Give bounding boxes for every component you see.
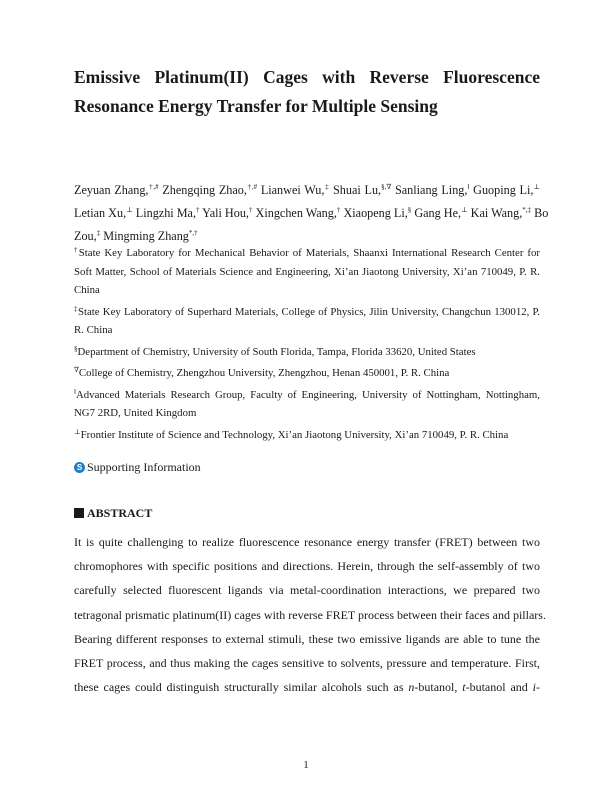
author-affiliation-mark: §,∇	[381, 183, 392, 191]
author	[414, 206, 467, 220]
author-affiliation-mark: *,†	[188, 229, 198, 237]
author-line-2	[74, 202, 549, 225]
affiliation	[74, 364, 540, 383]
affiliation-text: NG7 2RD, United Kingdom	[74, 407, 197, 419]
author	[74, 183, 159, 197]
title-line-2: Resonance Energy Transfer for Multiple Sensing	[74, 96, 438, 116]
author-name: Xiaopeng Li,	[343, 206, 408, 220]
author	[473, 183, 540, 197]
affiliation-line	[74, 263, 540, 282]
square-bullet-icon	[74, 508, 84, 518]
affiliation-line	[74, 404, 540, 423]
author-name: Zou,	[74, 229, 97, 243]
author-name: Lingzhi Ma,	[135, 206, 197, 220]
abstract-line: carefully selected fluorescent ligands via metal-coordination interactions, we prepared two	[74, 583, 540, 598]
author-affiliation-mark: *,‡	[522, 206, 532, 214]
abstract-line: chromophores with specific positions and directions. Herein, through the self-assembly of two	[74, 559, 540, 574]
author	[395, 183, 469, 197]
author	[343, 206, 411, 220]
author-affiliation-mark: ⊥	[461, 206, 468, 214]
affiliation-mark: ⊥	[74, 427, 81, 436]
author	[136, 206, 200, 220]
author-name: Gang He,	[414, 206, 462, 220]
author-name: Lianwei Wu,	[260, 183, 325, 197]
affiliation-line	[74, 426, 540, 445]
affiliation-line	[74, 364, 540, 383]
affiliation-list	[74, 244, 540, 447]
author-affiliation-mark: †	[196, 206, 200, 214]
author	[103, 229, 197, 243]
abstract-body	[74, 530, 546, 699]
affiliation-line	[74, 281, 540, 300]
affiliation	[74, 426, 540, 445]
author	[471, 206, 531, 220]
author-name: Yali Hou,	[202, 206, 249, 220]
affiliation-line	[74, 321, 540, 340]
affiliation-text: China	[74, 284, 100, 296]
affiliation-text: Advanced Materials Research Group, Faculty of Engineering, University of Nottingham, Nottingham,	[75, 388, 540, 401]
author-affiliation-mark: †	[336, 206, 341, 214]
affiliation-text: Frontier Institute of Science and Technology, Xi’an Jiaotong University, Xi’an 710049, P. R. China	[80, 428, 509, 441]
affiliation-text: State Key Laboratory for Mechanical Behavior of Materials, Shaanxi International Research Center for	[78, 247, 540, 259]
author-name: Bo	[534, 206, 549, 220]
author	[74, 206, 133, 220]
author-name: Zeyuan Zhang,	[74, 183, 149, 197]
title-line-1: Emissive Platinum(II) Cages with Reverse Fluorescence	[74, 67, 540, 87]
author-name: Kai Wang,	[470, 206, 523, 220]
author-line-1	[74, 179, 540, 202]
author-name: Shuai Lu,	[333, 183, 382, 197]
author	[74, 229, 100, 243]
author	[256, 206, 341, 220]
abstract-line: It is quite challenging to realize fluorescence resonance energy transfer (FRET) between two	[74, 535, 540, 549]
author-name: Sanliang Ling,	[394, 183, 468, 197]
author-affiliation-mark: ‖	[467, 183, 470, 191]
author-affiliation-mark: †,#	[148, 183, 159, 191]
affiliation-mark: ‡	[74, 304, 78, 313]
author-name: Zhengqing Zhao,	[162, 183, 247, 197]
author-affiliation-mark: †,#	[246, 183, 258, 191]
affiliation-text: Soft Matter, School of Materials Science and Engineering, Xi’an Jiaotong University, Xi’an 710049, P. R.	[74, 265, 540, 278]
abstract-heading	[74, 506, 152, 521]
affiliation-mark: ‖	[74, 387, 76, 396]
affiliation	[74, 386, 540, 423]
affiliation-line	[74, 303, 540, 322]
affiliation-text: College of Chemistry, Zhengzhou University, Zhengzhou, Henan 450001, P. R. China	[78, 367, 450, 379]
supporting-info-icon: S	[74, 462, 85, 473]
supporting-info-label: Supporting Information	[87, 460, 201, 474]
author-name: Mingming Zhang	[103, 229, 189, 243]
author-list	[74, 179, 549, 248]
author-name: Xingchen Wang,	[255, 206, 337, 220]
affiliation	[74, 244, 540, 300]
affiliation-text: State Key Laboratory of Superhard Materials, College of Physics, Jilin University, Changchun 130012, P.	[78, 305, 541, 318]
author-name: Letian Xu,	[74, 206, 127, 220]
affiliation-line	[74, 244, 540, 263]
affiliation	[74, 303, 540, 340]
affiliation-text: Department of Chemistry, University of South Florida, Tampa, Florida 33620, United States	[77, 345, 476, 358]
author	[202, 206, 252, 220]
author	[162, 183, 257, 197]
affiliation-mark: §	[74, 344, 78, 353]
abstract-line: these cages could distinguish structurally similar alcohols such as n-butanol, t-butanol and i-	[74, 680, 540, 695]
author-affiliation-mark: ‡	[96, 229, 101, 237]
author-affiliation-mark: §	[407, 206, 412, 214]
abstract-line: tetragonal prismatic platinum(II) cages with reverse FRET process between their faces and pillars.	[74, 607, 546, 622]
affiliation-mark: ∇	[74, 366, 79, 374]
page-number: 1	[303, 759, 309, 771]
abstract-heading-text: ABSTRACT	[87, 506, 153, 520]
author-affiliation-mark: †	[248, 206, 253, 214]
abstract-line: FRET process, and thus making the cages sensitive to solvents, pressure and temperature. First,	[74, 656, 540, 671]
author	[534, 206, 548, 220]
author-affiliation-mark: ⊥	[533, 183, 540, 191]
author-affiliation-mark: ⊥	[126, 206, 133, 214]
author-affiliation-mark: ‡	[324, 183, 330, 191]
author	[333, 183, 391, 197]
author-name: Guoping Li,	[473, 183, 534, 197]
supporting-information-link[interactable]	[74, 459, 201, 475]
affiliation	[74, 343, 540, 362]
affiliation-line	[74, 343, 540, 362]
affiliation-mark: †	[74, 246, 79, 254]
affiliation-line	[74, 386, 540, 405]
paper-title	[74, 63, 540, 121]
author	[261, 183, 329, 197]
affiliation-text: R. China	[74, 324, 113, 336]
abstract-line: Bearing different responses to external stimuli, these two emissive ligands are able to tune the	[74, 631, 540, 646]
